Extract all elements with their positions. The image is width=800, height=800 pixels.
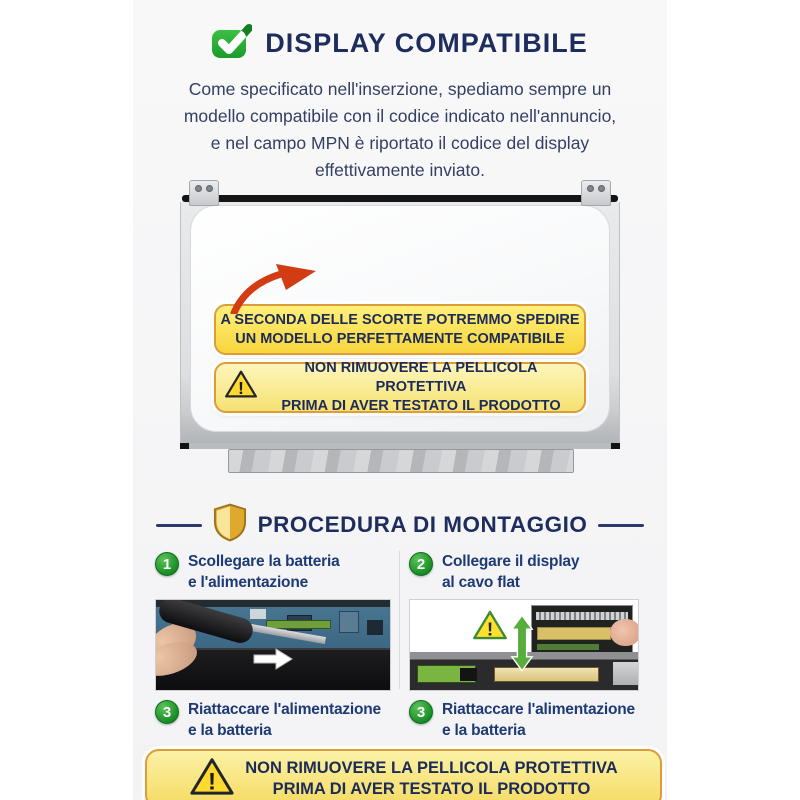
photo-battery-disconnect xyxy=(155,599,391,691)
column-divider xyxy=(399,551,400,689)
step-3-line1: Riattaccare l'alimentazione xyxy=(442,701,635,718)
flat-cable xyxy=(537,627,611,639)
film-banner-line2: PRIMA DI AVER TESTATO IL PRODOTTO xyxy=(281,398,561,414)
warning-triangle-icon xyxy=(189,756,235,800)
footer-banner-line1: NON RIMUOVERE LA PELLICOLA PROTETTIVA xyxy=(245,759,618,777)
step-badge-1: 1 xyxy=(155,552,179,576)
step-3-line2: e la batteria xyxy=(442,722,526,739)
intro-line: effettivamente inviato. xyxy=(315,160,485,180)
intro-paragraph xyxy=(133,76,667,184)
divider-line-right xyxy=(598,524,644,527)
foil-patch xyxy=(613,662,638,685)
connector-pins xyxy=(536,612,629,620)
compatibility-header xyxy=(133,24,667,63)
intro-line: Come specificato nell'inserzione, spediamo sempre un xyxy=(188,79,612,99)
pcb-component xyxy=(367,620,383,635)
step-2-line1: Collegare il display xyxy=(442,553,580,570)
checkmark-icon xyxy=(212,24,252,63)
hinge-bracket-right xyxy=(581,180,611,206)
procedure-header xyxy=(133,503,667,547)
step-1-line2: e l'alimentazione xyxy=(188,574,309,591)
step-1-line1: Scollegare la batteria xyxy=(188,553,340,570)
footer-banner-line2: PRIMA DI AVER TESTATO IL PRODOTTO xyxy=(272,780,591,798)
warning-triangle-icon xyxy=(224,369,258,406)
white-arrow-icon xyxy=(252,647,294,676)
red-curved-arrow-icon xyxy=(226,262,321,319)
hinge-bracket-left xyxy=(189,180,219,206)
warning-exclamation: ! xyxy=(486,619,493,641)
display-connector xyxy=(417,665,476,683)
stock-banner-line2: UN MODELLO PERFETTAMENTE COMPATIBILE xyxy=(235,330,565,347)
step-item-3-left xyxy=(155,699,381,741)
stock-banner-line1: A SECONDA DELLE SCORTE POTREMMO SPEDIRE xyxy=(220,311,580,328)
step-item-2 xyxy=(409,551,579,593)
warning-exclamation: ! xyxy=(238,377,244,398)
protective-film-banner xyxy=(214,362,586,413)
step-3-line1: Riattaccare l'alimentazione xyxy=(188,701,381,718)
step-item-1 xyxy=(155,551,340,593)
fingertip xyxy=(610,619,639,647)
warning-exclamation: ! xyxy=(208,768,217,796)
intro-line: modello compatibile con il codice indicato nell'annuncio, xyxy=(183,106,617,126)
photo-display-connect xyxy=(409,599,639,691)
pcb-component xyxy=(250,609,266,619)
green-double-arrow-icon xyxy=(510,614,534,677)
connector-pcb xyxy=(537,644,599,650)
intro-line: e nel campo MPN è riportato il codice del display xyxy=(210,133,590,153)
film-banner-line1: NON RIMUOVERE LA PELLICOLA PROTETTIVA xyxy=(304,360,538,395)
footer-warning-banner xyxy=(145,749,662,800)
step-badge-3: 3 xyxy=(409,700,433,724)
laptop-panel-image xyxy=(180,180,620,480)
panel-foil-bar xyxy=(228,449,574,473)
page-title: DISPLAY COMPATIBILE xyxy=(265,28,588,58)
connector-closeup-inset xyxy=(531,605,634,655)
procedure-title: PROCEDURA DI MONTAGGIO xyxy=(257,512,588,537)
step-badge-2: 2 xyxy=(409,552,433,576)
product-infographic xyxy=(133,0,667,800)
step-2-line2: al cavo flat xyxy=(442,574,520,591)
pcb-component xyxy=(339,611,360,633)
step-3-line2: e la batteria xyxy=(188,722,272,739)
panel-top-edge xyxy=(182,195,618,202)
shield-icon xyxy=(213,503,247,547)
step-badge-3: 3 xyxy=(155,700,179,724)
divider-line-left xyxy=(156,524,202,527)
step-item-3-right xyxy=(409,699,635,741)
warning-triangle-icon xyxy=(472,609,508,647)
